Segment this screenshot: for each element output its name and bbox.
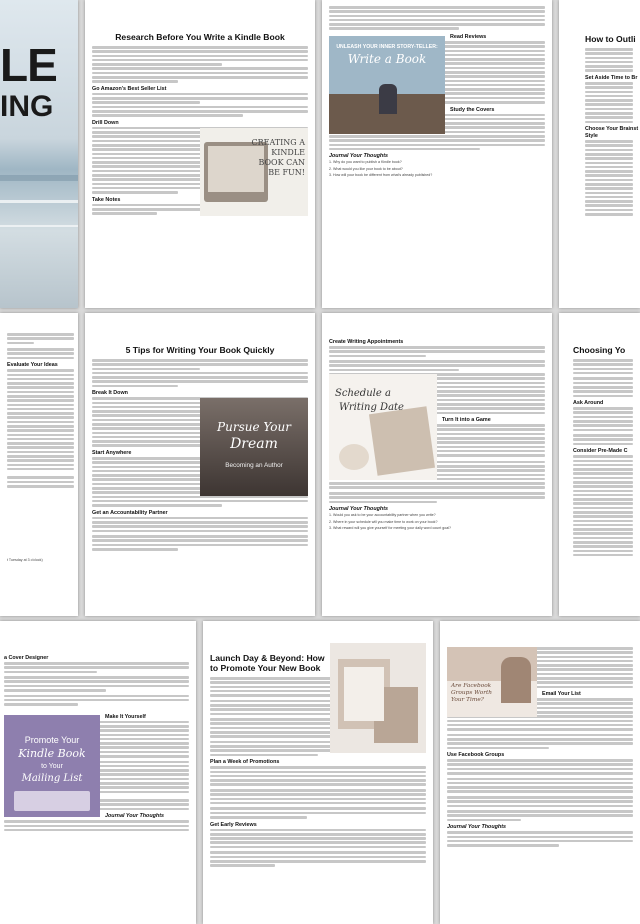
- journal-question: 1. Would you ask to be your accountability partner when you write?: [329, 513, 436, 518]
- cover-title-top: LE: [0, 39, 57, 91]
- image-title-line2: Write a Book: [347, 51, 427, 66]
- section-heading: Go Amazon's Best Seller List: [92, 85, 167, 92]
- page-five-tips: [85, 313, 315, 616]
- image-line3: Becoming an Author: [225, 462, 283, 470]
- section-heading: Drill Down: [92, 119, 119, 126]
- image-line4: Mailing List: [21, 773, 83, 785]
- image-line2: Kindle Book: [18, 747, 86, 761]
- image-line1: Schedule a: [335, 388, 391, 399]
- image-line3: to Your: [41, 763, 63, 771]
- page-title: Research Before You Write a Kindle Book: [115, 32, 285, 42]
- page-title: Launch Day & Beyond: How to Promote Your New Book: [210, 653, 325, 673]
- section-heading: Take Notes: [92, 196, 121, 203]
- section-heading: Style: [585, 133, 598, 140]
- section-heading: Study the Covers: [450, 106, 495, 113]
- cover-page: [0, 0, 78, 308]
- image-caption: Are Facebook Groups Worth Your Time?: [451, 683, 493, 703]
- journal-question: 2. Where in your schedule will you make time to work on your book?: [329, 519, 438, 524]
- page-title: Choosing Yo: [573, 345, 626, 355]
- storyteller-image: [329, 36, 445, 134]
- section-heading: Plan a Week of Promotions: [210, 759, 280, 766]
- image-caption: CREATING A KINDLE BOOK CAN BE FUN!: [251, 137, 305, 177]
- page-email-list: [440, 621, 640, 924]
- pursue-dream-image: [200, 398, 308, 496]
- page-title: 5 Tips for Writing Your Book Quickly: [125, 345, 275, 355]
- page-title: a Cover Designer: [4, 655, 49, 661]
- journal-heading: Journal Your Thoughts: [105, 813, 164, 820]
- page-ideas-partial: [0, 313, 78, 616]
- section-heading: Set Aside Time to Br: [585, 75, 638, 81]
- journal-question: 3. What reward will you give yourself for meeting your daily word count goal?: [329, 526, 452, 531]
- image-line2: Writing Date: [339, 402, 404, 413]
- kindle-fun-image: [200, 128, 308, 216]
- image-line1: Pursue Your: [217, 420, 291, 435]
- image-title-line1: UNLEASH YOUR INNER STORY-TELLER:: [336, 43, 438, 50]
- page-reviews: [322, 0, 552, 308]
- section-heading: Read Reviews: [450, 34, 487, 40]
- section-heading: Use Facebook Groups: [447, 752, 505, 759]
- page-outline: [559, 0, 640, 308]
- section-heading: Choose Your Brainst: [585, 126, 639, 133]
- section-heading: Turn It into a Game: [442, 417, 491, 424]
- page-title: How to Outli: [585, 34, 636, 44]
- mailing-list-image: [4, 715, 100, 817]
- journal-heading: Journal Your Thoughts: [447, 824, 506, 831]
- facebook-groups-image: [447, 647, 537, 717]
- section-heading: Evaluate Your Ideas: [7, 362, 58, 369]
- journal-question: 1. Why do you want to publish a Kindle book?: [329, 160, 402, 165]
- section-heading: Ask Around: [573, 400, 604, 407]
- writing-date-image: [329, 374, 437, 480]
- journal-question: 3. How will your book be different from what's already published?: [329, 173, 433, 178]
- page-cover-designer: [0, 621, 196, 924]
- section-heading: Start Anywhere: [92, 449, 132, 456]
- image-line2: Dream: [230, 436, 278, 453]
- page-writing-appointments: [322, 313, 552, 616]
- footer-note: t Tuesday at 3 o'clock): [7, 557, 43, 562]
- launch-image: [330, 643, 426, 753]
- journal-heading: Journal Your Thoughts: [329, 153, 388, 160]
- section-heading: Consider Pre-Made C: [573, 448, 628, 455]
- journal-heading: Journal Your Thoughts: [329, 506, 388, 513]
- page-launch-day: [203, 621, 433, 924]
- section-heading: Email Your List: [542, 691, 581, 698]
- section-heading: Get Early Reviews: [210, 821, 257, 828]
- page-research: [85, 0, 315, 308]
- section-heading: Break It Down: [92, 390, 128, 397]
- section-heading: Make It Yourself: [105, 713, 146, 720]
- journal-question: 2. What would you like your book to be about?: [329, 166, 403, 171]
- cover-title-bottom: ING: [0, 90, 54, 123]
- section-heading: Get an Accountability Partner: [92, 509, 168, 516]
- image-line1: Promote Your: [24, 735, 80, 746]
- page-choosing-cover: [559, 313, 640, 616]
- page-title: Create Writing Appointments: [329, 339, 404, 345]
